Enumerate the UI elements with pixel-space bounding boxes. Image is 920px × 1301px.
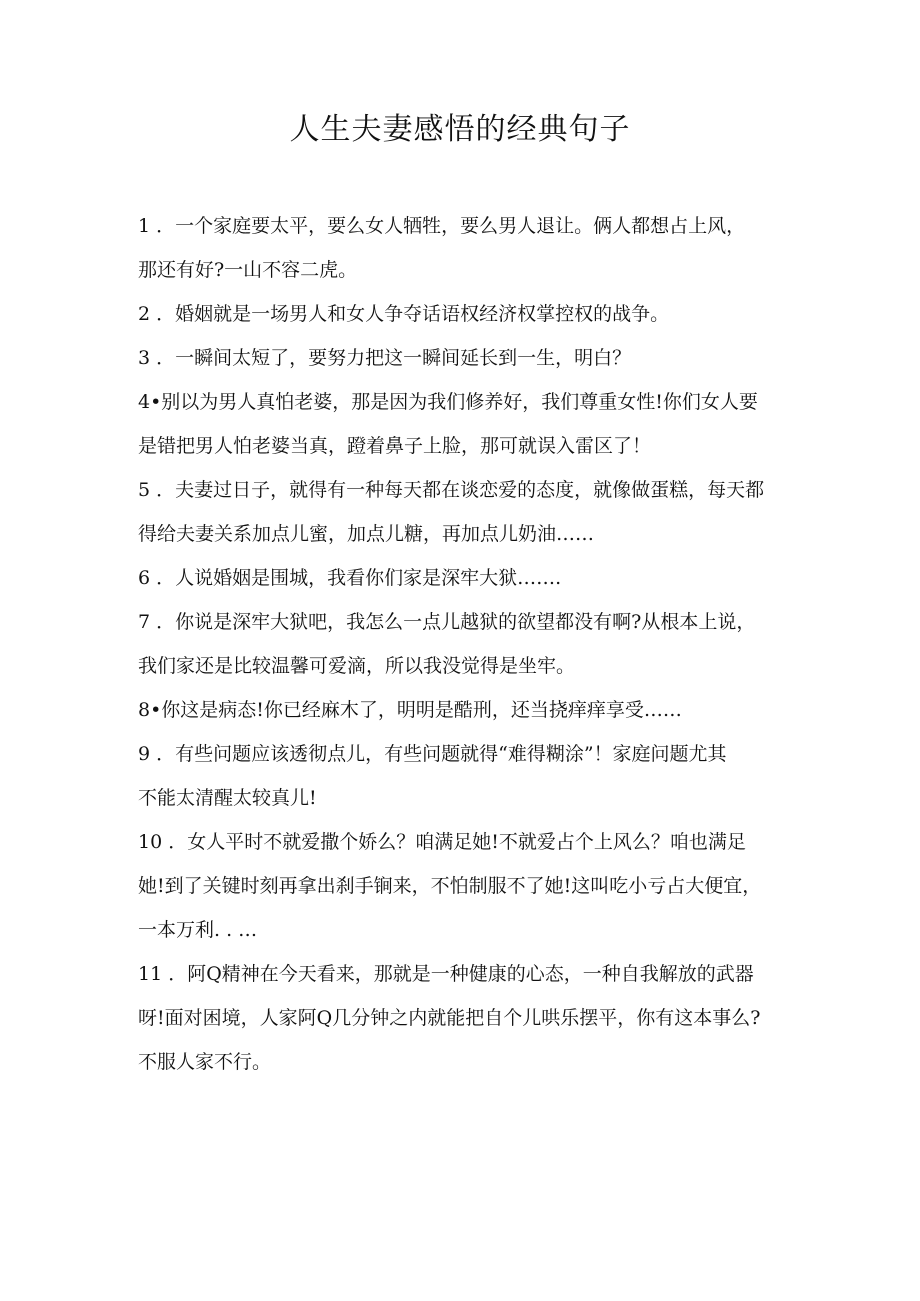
sentence-item: [138, 340, 798, 377]
sentence-line: 不服人家不行。: [138, 1051, 272, 1073]
sentence-list: [138, 208, 798, 1088]
sentence-line: 10 ．女人平时不就爱撒个娇么？咱满足她!不就爱占个上风么？咱也满足: [138, 831, 746, 853]
sentence-item: [138, 604, 798, 685]
sentence-item: [138, 692, 798, 729]
sentence-line: 4•别以为男人真怕老婆，那是因为我们修养好，我们尊重女性!你们女人要: [138, 391, 758, 413]
sentence-line: 7 ．你说是深牢大狱吧，我怎么一点儿越狱的欲望都没有啊?从根本上说，: [138, 611, 756, 633]
sentence-line: 5 ．夫妻过日子，就得有一种每天都在谈恋爱的态度，就像做蛋糕，每天都: [138, 479, 765, 501]
sentence-item: [138, 472, 798, 553]
sentence-line: 6 ．人说婚姻是围城，我看你们家是深牢大狱…….: [138, 567, 562, 589]
sentence-line: 不能太清醒太较真儿!: [138, 787, 317, 809]
sentence-line: 2 ．婚姻就是一场男人和女人争夺话语权经济权掌控权的战争。: [138, 303, 670, 325]
document-title: 人生夫妻感悟的经典句子: [289, 112, 631, 147]
sentence-item: [138, 824, 798, 949]
sentence-line: 得给夫妻关系加点儿蜜，加点儿糖，再加点儿奶油……: [138, 523, 595, 545]
sentence-item: [138, 296, 798, 333]
sentence-item: [138, 384, 798, 465]
sentence-line: 一本万利. . …: [138, 919, 258, 941]
sentence-line: 我们家还是比较温馨可爱滴，所以我没觉得是坐牢。: [138, 655, 576, 677]
sentence-item: [138, 208, 798, 289]
sentence-line: 她!到了关键时刻再拿出刹手锏来，不怕制服不了她!这叫吃小亏占大便宜，: [138, 875, 762, 897]
sentence-line: 11 ．阿Q精神在今天看来，那就是一种健康的心态，一种自我解放的武器: [138, 963, 754, 985]
sentence-item: [138, 956, 798, 1081]
sentence-line: 1 ．一个家庭要太平，要么女人牺牲，要么男人退让。俩人都想占上风，: [138, 215, 746, 237]
sentence-line: 呀!面对困境，人家阿Q几分钟之内就能把自个儿哄乐摆平，你有这本事么?: [138, 1007, 761, 1029]
sentence-line: 3 ．一瞬间太短了，要努力把这一瞬间延长到一生，明白？: [138, 347, 632, 369]
sentence-item: [138, 736, 798, 817]
sentence-line: 8•你这是病态!你已经麻木了，明明是酷刑，还当挠痒痒享受……: [138, 699, 682, 721]
sentence-line: 9 ．有些问题应该透彻点儿，有些问题就得“难得糊涂”！家庭问题尤其: [138, 743, 727, 765]
sentence-item: [138, 560, 798, 597]
sentence-line: 那还有好?一山不容二虎。: [138, 259, 358, 281]
sentence-line: 是错把男人怕老婆当真，蹬着鼻子上脸，那可就误入雷区了！: [138, 435, 652, 457]
